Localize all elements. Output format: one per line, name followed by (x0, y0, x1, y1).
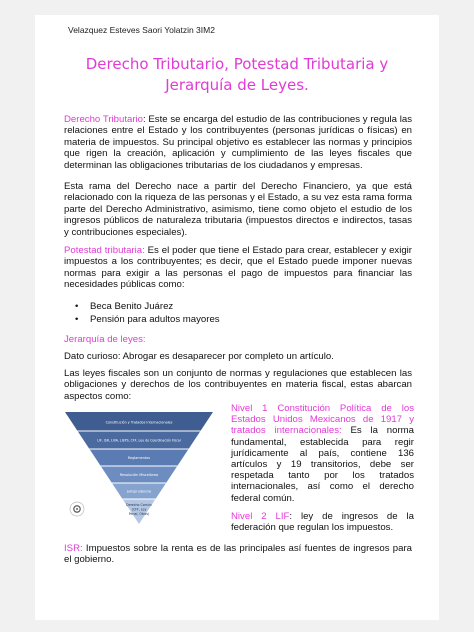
term-potestad-tributaria: Potestad tributaria: (64, 245, 145, 256)
term-derecho-tributario: Derecho Tributario (64, 114, 143, 125)
paragraph-text: Impuestos sobre la renta es de las principales así fuentes de ingresos para el gobierno. (64, 543, 412, 566)
title-line-1: Derecho Tributario, Potestad Tributaria y (85, 55, 389, 73)
paragraph-leyes-fiscales: Las leyes fiscales son un conjunto de normas y regulaciones que establecen las obligaciones y derechos de los contribuyentes en materia fiscal, estas abarcan aspectos como: (64, 368, 412, 402)
dsd-icon[interactable] (70, 502, 84, 516)
document-page (35, 15, 439, 620)
paragraph-derecho-tributario (64, 114, 412, 171)
list-item: • Pensión para adultos mayores (90, 314, 220, 327)
pyramid-level-4: Resolución Miscelánea (119, 473, 159, 477)
page-title (65, 54, 409, 96)
paragraph-text: : Este se encarga del estudio de las contribuciones y regula las relaciones entre el Estado y los contribuyentes (personas jurídicas o físicas) en materia de impuestos. Su principal objetivo es establecer las normas y principios que rigen la creación, aplicación y cumplimiento de las leyes fiscales que determinan las obligaciones tributarias de los ciudadanos y empresas. (64, 114, 412, 171)
pyramid-level-6-sub-2: Penal, Otros) (128, 512, 150, 516)
paragraph-text: : ley de ingresos de la federación que regulan los impuestos. (231, 511, 414, 534)
paragraph-derecho-financiero: Esta rama del Derecho nace a partir del Derecho Financiero, ya que está relacionado con la riqueza de las personas y el Estado, a su vez esta rama forma parte del Derecho Administrativo, asimismo, tiene como objeto el estudio de los ingresos públicos de naturaleza tributaria (impuestos directos e indirectos, tasas y contribuciones especiales). (64, 181, 412, 238)
term-nivel-1: Nivel 1 Constitución Política de los Estados Unidos Mexicanos de 1917 y tratados internacionales: (231, 403, 414, 437)
pyramid-level-6: Derecho Común (126, 503, 152, 507)
term-nivel-2: Nivel 2 LIF (231, 511, 290, 522)
author-header: Velazquez Esteves Saori Yolatzin 3IM2 (68, 25, 215, 35)
pyramid-level-5: Jurisprudencia (126, 489, 152, 494)
pyramid-level-1: Constitución y Tratados internacionales (105, 420, 173, 425)
hierarchy-pyramid (65, 412, 213, 524)
paragraph-text: Es el poder que tiene el Estado para crear, establecer y exigir impuestos a los contribuyentes; es decir, que el Estado puede imponer nuevas normas para exigir a las personas el pago de impuestos para financiar las necesidades públicas como: (64, 245, 413, 291)
paragraph-potestad (64, 245, 412, 291)
pyramid-level-6-sub-1: (CFF, Ley (131, 507, 147, 512)
paragraph-isr (64, 543, 412, 566)
paragraph-text: Es la norma fundamental, establecida para regir jurídicamente al país, contiene 136 artículos y 19 transitorios, debe ser respetada tanto por los tratados internacionales, así como el derecho federal común. (231, 425, 414, 504)
paragraph-nivel-2 (231, 511, 414, 533)
pyramid-level-2: LIF, ISR, LIVA, LIEPS, CFF, Ley de Coordinación Fiscal (97, 438, 181, 443)
list-item: • Beca Benito Juárez (90, 301, 220, 314)
bullet-list (90, 301, 220, 326)
paragraph-dato-curioso: Dato curioso: Abrogar es desaparecer por completo un artículo. (64, 351, 334, 362)
paragraph-nivel-1 (231, 403, 414, 504)
heading-jerarquia: Jerarquía de leyes: (64, 334, 146, 345)
title-line-2: Jerarquía de Leyes. (165, 76, 309, 94)
pyramid-level-3: Reglamentos (127, 456, 151, 460)
term-isr: ISR: (64, 543, 83, 554)
